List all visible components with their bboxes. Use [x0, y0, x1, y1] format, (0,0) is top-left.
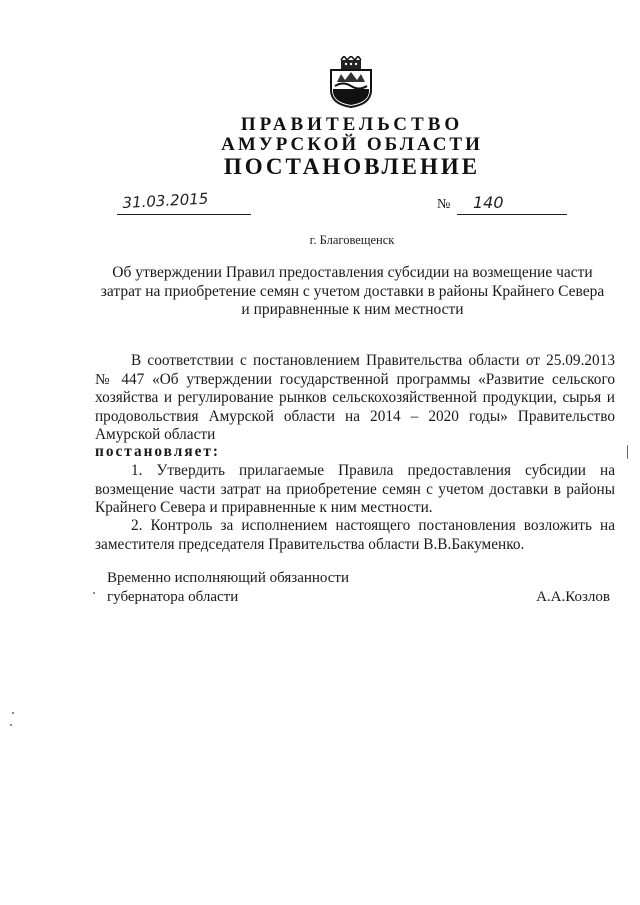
intro-paragraph: В соответствии с постановлением Правительства области от 25.09.2013 № 447 «Об утверждении государственной программы «Развитие сельского хозяйства и регулирование рынков сельскохозяйственной продукции, сырья и продовольствия Амурской области на 2014 – 2020 годы» Правительство Амурской области: [95, 352, 615, 444]
scan-speck: [93, 592, 95, 594]
document-type-title: ПОСТАНОВЛЕНИЕ: [223, 154, 481, 179]
government-title: ПРАВИТЕЛЬСТВО: [240, 114, 464, 135]
document-title: Об утверждении Правил предоставления субсидии на возмещение части затрат на приобретение семян с учетом доставки в районы Крайнего Севера и приравненные к ним местности: [100, 264, 605, 318]
signatory-name: А.А.Козлов: [536, 589, 610, 605]
document-date: 31.03.2015: [122, 189, 209, 212]
coat-of-arms-icon: [327, 56, 375, 108]
scan-speck: [10, 724, 12, 726]
signatory-position-line2: губернатора области: [107, 589, 239, 605]
region-title: АМУРСКОЙ ОБЛАСТИ: [221, 134, 483, 155]
item-2-paragraph: 2. Контроль за исполнением настоящего постановления возложить на заместителя председателя Правительства области В.В.Бакуменко.: [95, 517, 615, 553]
decree-word: постановляет:: [95, 443, 220, 460]
scan-speck: [627, 445, 628, 459]
document-number: 140: [473, 193, 504, 212]
city: г. Благовещенск: [309, 233, 395, 247]
item-1-paragraph: 1. Утвердить прилагаемые Правила предоставления субсидии на возмещение части затрат на приобретение семян с учетом доставки в районы Крайнего Севера и приравненные к ним местности.: [95, 462, 615, 517]
number-label: №: [437, 197, 451, 212]
scan-speck: [12, 712, 14, 714]
signatory-position-line1: Временно исполняющий обязанности: [107, 570, 350, 586]
